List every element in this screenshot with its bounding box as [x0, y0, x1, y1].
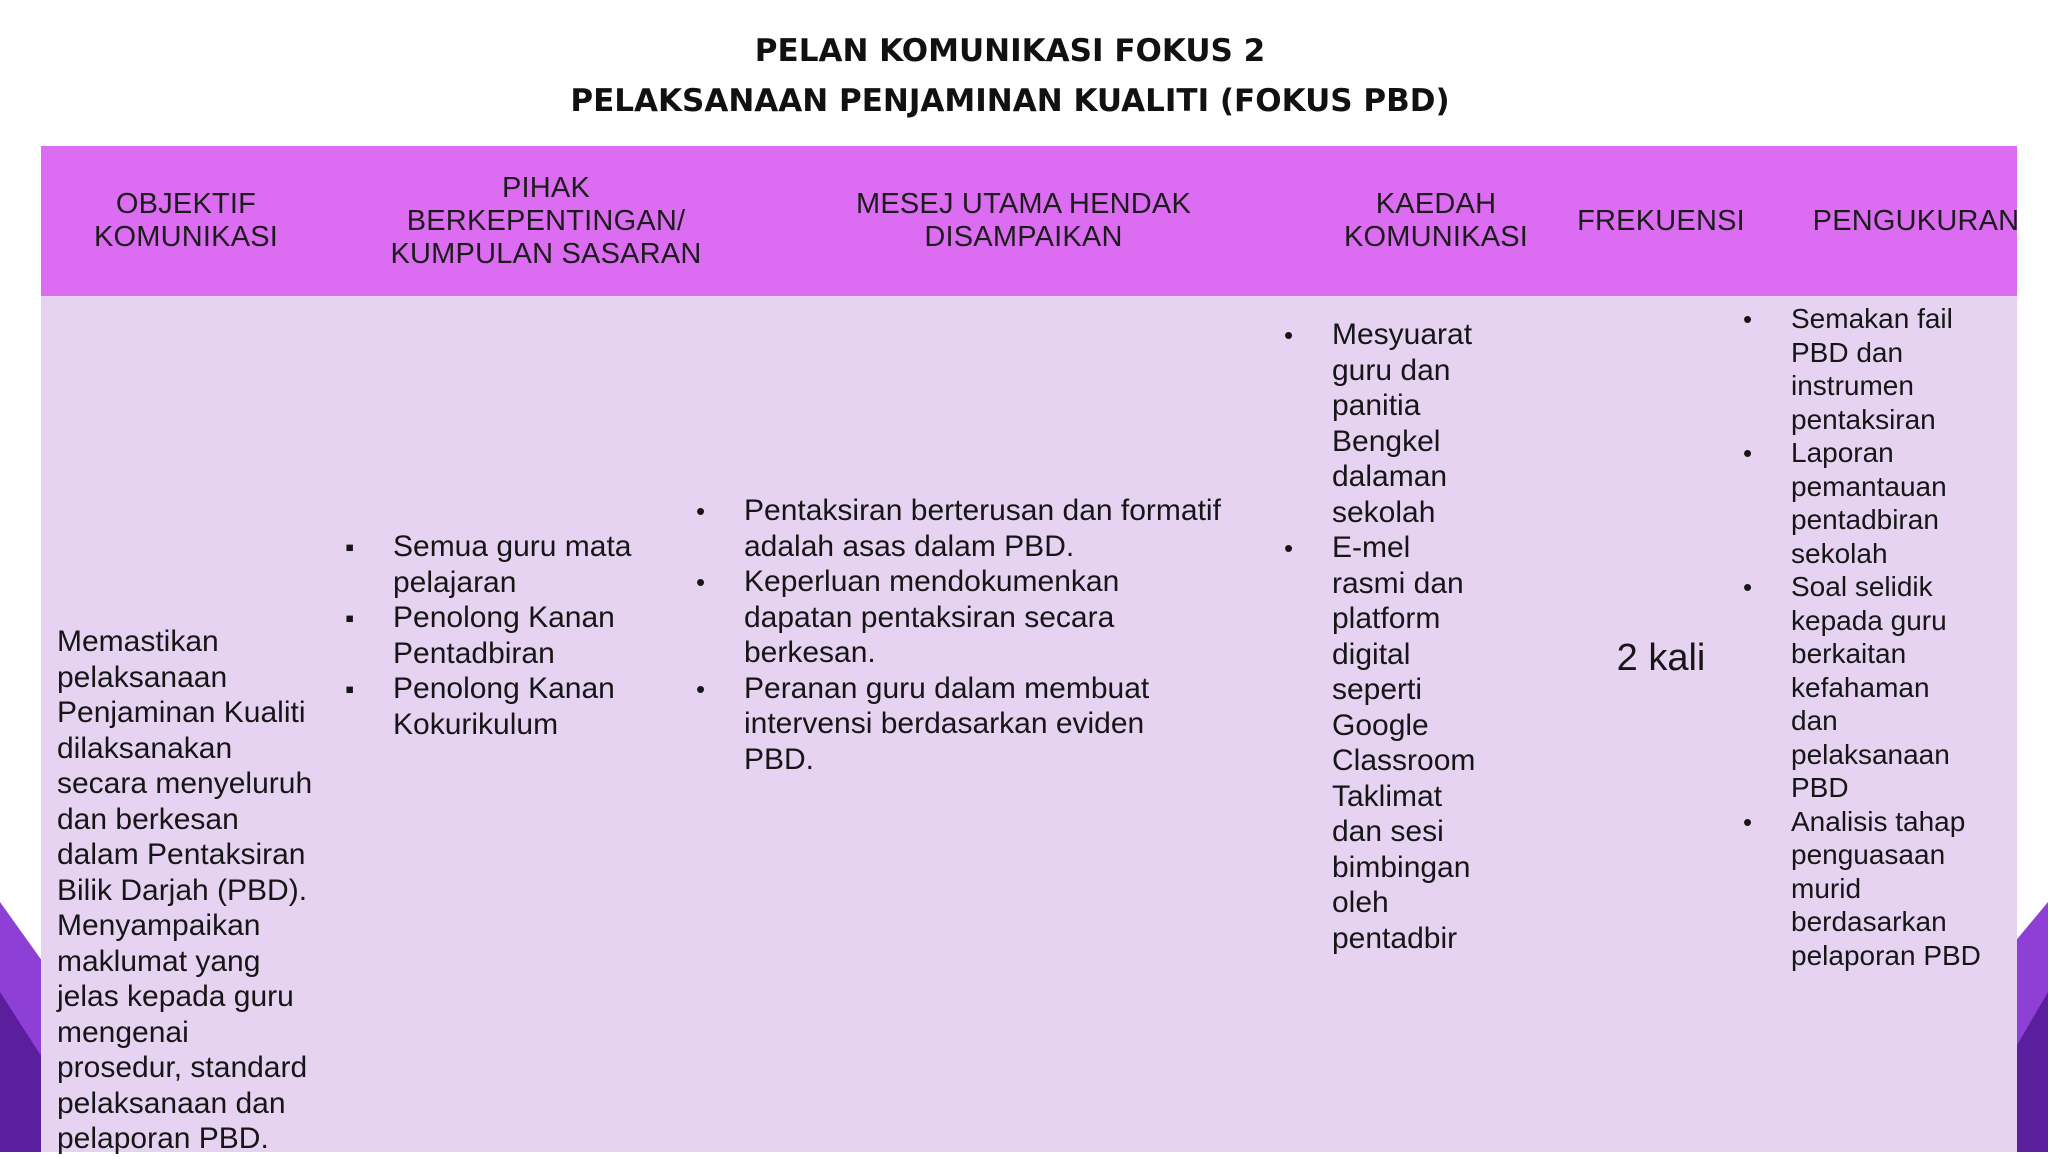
page-title — [0, 26, 2020, 126]
title-line-2: PELAKSANAAN PENJAMINAN KUALITI (FOKUS PBD) — [570, 83, 1450, 119]
mesej-list — [696, 493, 1316, 777]
kaedah-list — [1284, 317, 1544, 956]
header-pihak: PIHAK BERKEPENTINGAN/ KUMPULAN SASARAN — [390, 171, 702, 270]
communication-plan-table — [41, 146, 2020, 1155]
list-item: • Semakan fail PBD dan instrumen pentaksiran — [1743, 302, 2015, 436]
bullet-icon — [696, 671, 736, 708]
table-row — [41, 296, 2017, 1155]
cell-pengukuran — [1743, 302, 2015, 972]
bullet-icon — [1284, 317, 1324, 354]
list-item: ▪ Penolong Kanan Kokurikulum — [345, 671, 765, 742]
header-pengukuran: PENGUKURAN — [1812, 204, 2020, 237]
list-item: • Laporan pemantauan pentadbiran sekolah — [1743, 436, 2015, 570]
header-kaedah: KAEDAH KOMUNIKASI — [1343, 188, 1529, 253]
header-objektif: OBJEKTIF KOMUNIKASI — [93, 188, 279, 253]
list-item: • Keperluan mendokumenkan dapatan pentaksiran secara berkesan. — [696, 564, 1316, 671]
bullet-icon — [696, 564, 736, 601]
list-item: • Pentaksiran berterusan dan formatif adalah asas dalam PBD. — [696, 493, 1316, 564]
objektif-text: Memastikan pelaksanaan Penjaminan Kualiti dilaksanakan secara menyeluruh dan berkesan dalam Pentaksiran Bilik Darjah (PBD). Menyampaikan maklumat yang jelas kepada guru mengenai prosedur, standard pelaksanaan dan pelaporan PBD. — [57, 625, 313, 1155]
cell-frekuensi — [1576, 636, 1746, 680]
list-item: ▪ Penolong Kanan Pentadbiran — [345, 600, 765, 671]
list-item: ▪ Semua guru mata pelajaran — [345, 529, 765, 600]
square-bullet-icon — [345, 671, 385, 708]
title-line-1: PELAN KOMUNIKASI FOKUS 2 — [754, 33, 1266, 69]
bullet-icon — [1743, 805, 1783, 840]
list-item: • E-mel rasmi dan platform digital seperti Google Classroom Taklimat dan sesi bimbingan oleh pentadbir — [1284, 530, 1544, 956]
header-frekuensi: FREKUENSI — [1577, 204, 1745, 237]
header-mesej: MESEJ UTAMA HENDAK DISAMPAIKAN — [855, 188, 1191, 253]
square-bullet-icon — [345, 529, 385, 566]
bullet-icon — [1743, 302, 1783, 337]
cell-mesej — [696, 493, 1316, 777]
pengukuran-list — [1743, 302, 2015, 972]
square-bullet-icon — [345, 600, 385, 637]
table-header-row — [41, 146, 2020, 296]
list-item: • Peranan guru dalam membuat intervensi berdasarkan eviden PBD. — [696, 671, 1316, 778]
cell-kaedah — [1284, 317, 1544, 956]
bullet-icon — [1743, 570, 1783, 605]
cell-objektif — [57, 624, 327, 1157]
bullet-icon — [1284, 530, 1324, 567]
list-item: • Mesyuarat guru dan panitia Bengkel dalaman sekolah — [1284, 317, 1544, 530]
bullet-icon — [696, 493, 736, 530]
list-item: • Soal selidik kepada guru berkaitan kefahaman dan pelaksanaan PBD — [1743, 570, 2015, 805]
frekuensi-value: 2 kali — [1616, 637, 1706, 679]
list-item: • Analisis tahap penguasaan murid berdasarkan pelaporan PBD — [1743, 805, 2015, 973]
bullet-icon — [1743, 436, 1783, 471]
